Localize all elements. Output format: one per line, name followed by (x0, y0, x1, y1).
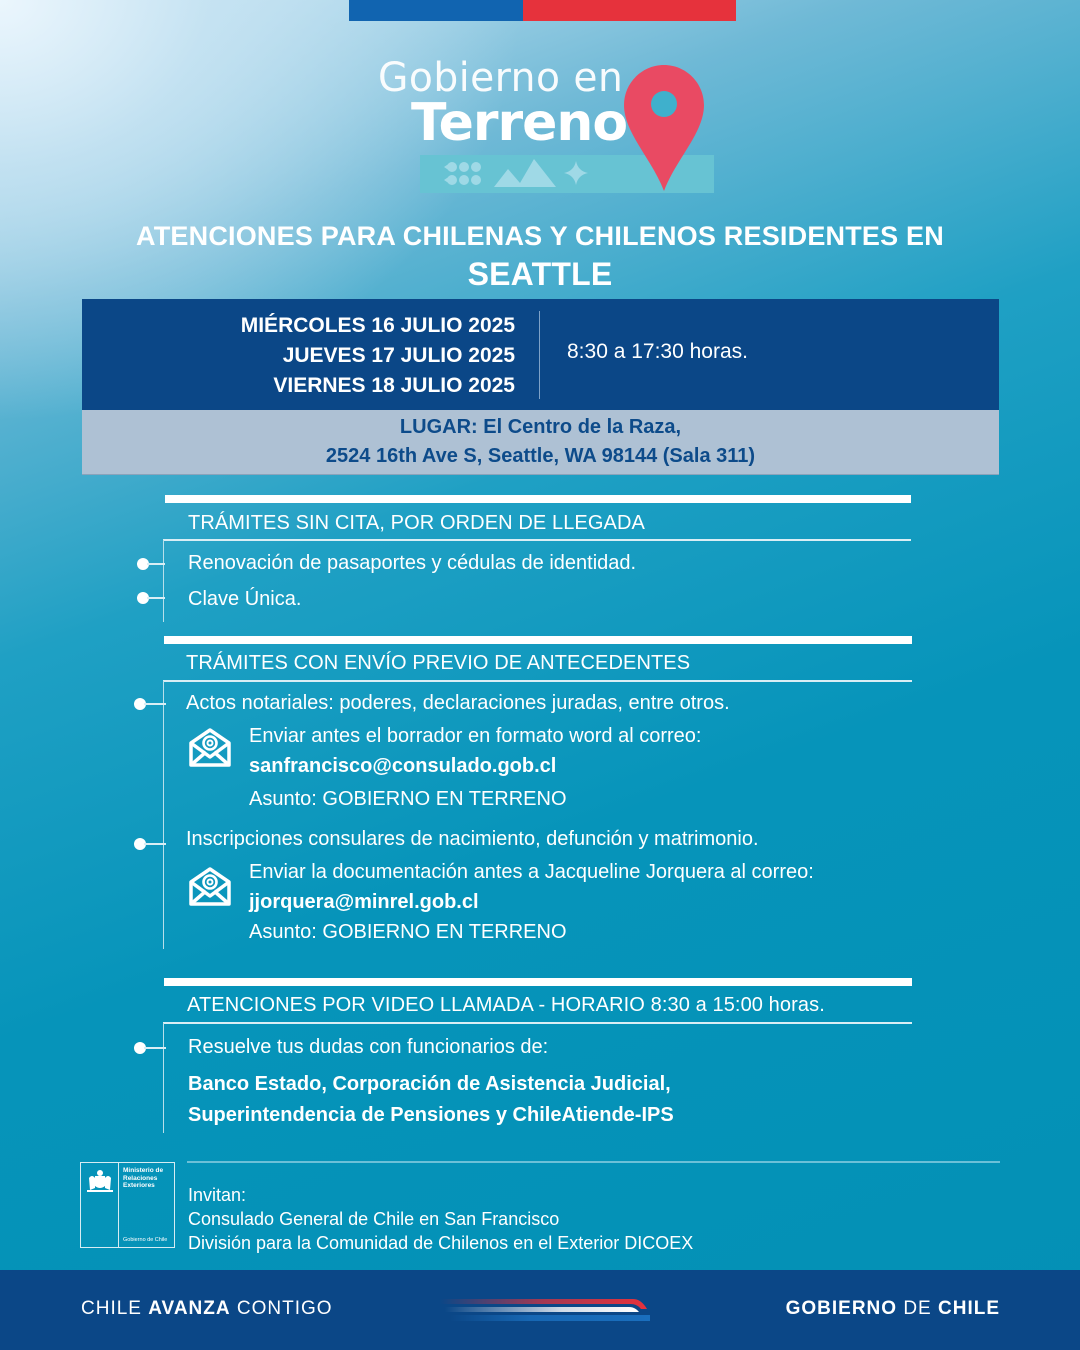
section-1-topbar (165, 495, 911, 503)
section-1-title: TRÁMITES SIN CITA, POR ORDEN DE LLEGADA (188, 512, 645, 534)
list-item: Renovación de pasaportes y cédulas de identidad. (188, 552, 637, 574)
date-divider (539, 311, 540, 399)
bullet (134, 838, 162, 850)
subject-value: GOBIERNO EN TERRENO (322, 788, 567, 810)
list-item: Actos notariales: poderes, declaraciones juradas, entre otros. (186, 692, 730, 714)
headline-line1: ATENCIONES PARA CHILENAS Y CHILENOS RESIDENTES EN (136, 221, 944, 251)
bullet (137, 592, 165, 604)
section-2-timeline (163, 681, 164, 949)
list-item: Clave Única. (188, 588, 302, 610)
section-3-timeline (163, 1023, 164, 1133)
ministry-logo (80, 1162, 175, 1248)
date-2: JUEVES 17 JULIO 2025 (282, 344, 515, 367)
section-2-topbar (164, 636, 912, 644)
schedule-box (82, 299, 999, 410)
bullet (137, 558, 165, 570)
place-name: LUGAR: El Centro de la Raza, (399, 416, 682, 438)
section-3-underline (163, 1022, 912, 1024)
section-3-title: ATENCIONES POR VIDEO LLAMADA - HORARIO 8:30 a 15:00 horas. (187, 994, 825, 1016)
date-3: VIERNES 18 JULIO 2025 (273, 374, 515, 397)
footer-bar (0, 1270, 1080, 1350)
hosts-label: Invitan: (188, 1185, 247, 1205)
place-box (82, 410, 999, 475)
ministry-name: Ministerio de Relaciones Exteriores (123, 1167, 164, 1189)
logo-line1: Gobierno en (378, 55, 624, 101)
email-link[interactable]: jjorquera@minrel.gob.cl (249, 891, 479, 913)
subject-value: GOBIERNO EN TERRENO (322, 921, 567, 943)
orgs-line2: Superintendencia de Pensiones y ChileAtiende-IPS (188, 1104, 674, 1126)
footer-slogan: CHILE AVANZA CONTIGO (81, 1298, 333, 1319)
gobierno-en-terreno-logo (378, 55, 718, 200)
flag-stripe-red (523, 0, 736, 21)
hosts-divider (187, 1161, 1000, 1163)
email-link[interactable]: sanfrancisco@consulado.gob.cl (249, 755, 557, 777)
bullet (134, 698, 162, 710)
date-1: MIÉRCOLES 16 JULIO 2025 (240, 314, 515, 337)
hosts-block (188, 1183, 693, 1255)
speed-stripes-logo-icon (435, 1297, 655, 1325)
host-2: División para la Comunidad de Chilenos en el Exterior DICOEX (188, 1233, 694, 1253)
email-subject (249, 921, 567, 944)
headline-city: SEATTLE (467, 256, 613, 292)
host-1: Consulado General de Chile en San Francisco (188, 1209, 560, 1229)
flag-stripe-blue (349, 0, 523, 21)
section-2-underline (163, 680, 912, 682)
section-2-title: TRÁMITES CON ENVÍO PREVIO DE ANTECEDENTES (186, 652, 691, 674)
subject-label: Asunto: (249, 921, 317, 943)
email-instruction: Enviar la documentación antes a Jacqueline Jorquera al correo: (249, 861, 814, 883)
place-address: 2524 16th Ave S, Seattle, WA 98144 (Sala 311) (325, 445, 756, 467)
bullet (134, 1042, 162, 1054)
date-list (241, 311, 515, 401)
subject-label: Asunto: (249, 788, 317, 810)
email-icon (187, 727, 233, 769)
section-3-topbar (164, 978, 912, 986)
coat-of-arms-icon (87, 1168, 113, 1194)
ministry-footer: Gobierno de Chile (123, 1237, 168, 1243)
logo-line2: Terreno (411, 93, 628, 153)
section-1-underline (163, 539, 911, 541)
location-pin-icon (622, 63, 706, 193)
list-item: Resuelve tus dudas con funcionarios de: (188, 1036, 549, 1058)
footer-gobierno-de-chile: GOBIERNO DE CHILE (785, 1298, 1000, 1319)
list-item: Inscripciones consulares de nacimiento, defunción y matrimonio. (186, 828, 759, 850)
section-1-timeline (163, 540, 164, 622)
email-icon (187, 866, 233, 908)
headline (0, 218, 1080, 292)
email-subject (249, 788, 567, 811)
email-instruction: Enviar antes el borrador en formato word al correo: (249, 725, 702, 747)
hours: 8:30 a 17:30 horas. (567, 340, 748, 363)
orgs-line1: Banco Estado, Corporación de Asistencia Judicial, (188, 1073, 671, 1095)
